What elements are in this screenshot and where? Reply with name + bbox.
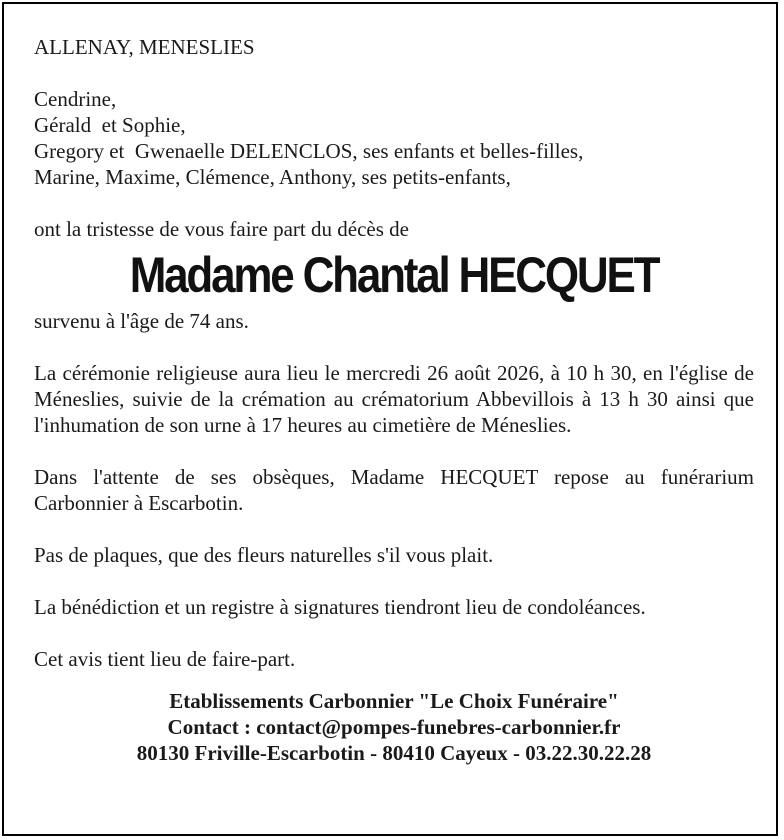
funeral-home-contact: Contact : contact@pompes-funebres-carbonnier.fr [167,715,621,739]
funeral-home-footer [34,688,754,766]
flowers-paragraph: Pas de plaques, que des fleurs naturelles s'il vous plait. [34,543,494,567]
deceased-name: Madame Chantal HECQUET [129,247,659,303]
spacer [34,568,754,594]
condolences-paragraph: La bénédiction et un registre à signatures tiendront lieu de condoléances. [34,595,646,619]
obituary-notice [2,2,778,836]
family-list [34,86,754,190]
family-line: Gregory et Gwenaelle DELENCLOS, ses enfants et belles-filles, [34,139,584,163]
family-line: Cendrine, [34,87,117,111]
spacer [34,516,754,542]
age-line: survenu à l'âge de 74 ans. [34,309,249,333]
notice-body [34,34,754,766]
funeral-home-name: Etablissements Carbonnier "Le Choix Funéraire" [169,689,619,713]
spacer [34,60,754,86]
spacer [34,620,754,646]
spacer [34,334,754,360]
family-line: Gérald et Sophie, [34,113,186,137]
funeral-home-address: 80130 Friville-Escarbotin - 80410 Cayeux - 03.22.30.22.28 [136,741,652,765]
ceremony-paragraph: La cérémonie religieuse aura lieu le mercredi 26 août 2026, à 10 h 30, en l'église de Méneslies, suivie de la crémation au crématorium Abbevillois à 13 h 30 ainsi que l'inhumation de son urne à 17 heures au cimetière de Méneslies. [34,361,754,437]
spacer [34,438,754,464]
rest-paragraph: Dans l'attente de ses obsèques, Madame HECQUET repose au funérarium Carbonnier à Escarbotin. [34,465,754,515]
family-line: Marine, Maxime, Clémence, Anthony, ses petits-enfants, [34,165,511,189]
locations-header: ALLENAY, MENESLIES [34,35,255,59]
spacer [34,190,754,216]
faire-part-notice: Cet avis tient lieu de faire-part. [34,647,296,671]
announcement-intro: ont la tristesse de vous faire part du décès de [34,217,409,241]
